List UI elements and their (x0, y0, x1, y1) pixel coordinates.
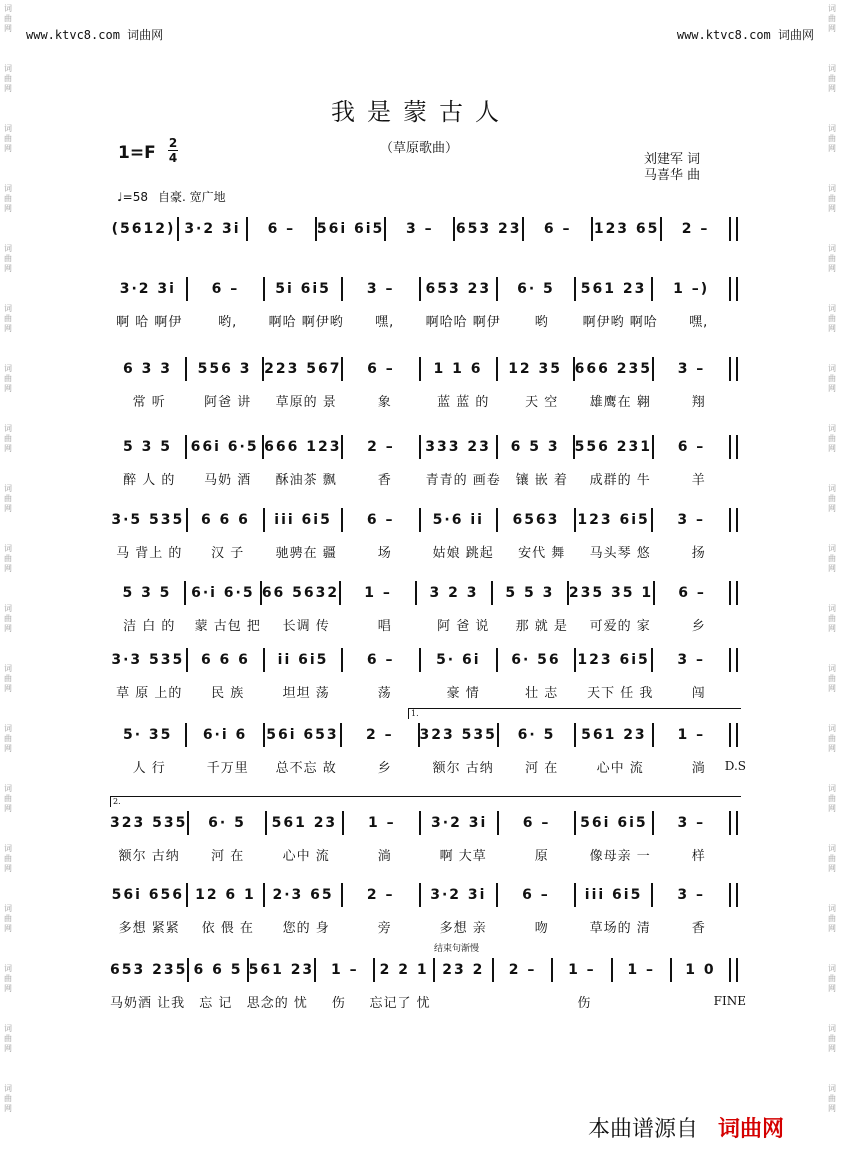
lyric-syllables: 马奶 酒 (204, 472, 252, 488)
volta-bracket: 2. (110, 796, 741, 807)
side-watermark-mark: 词曲网 (4, 1024, 12, 1053)
lyric-syllables: 样 (691, 848, 706, 864)
measure: 1 – (627, 962, 655, 978)
barline (729, 883, 738, 907)
measure: 3 – (677, 361, 706, 377)
lyrics-row (110, 681, 738, 701)
side-watermark-mark: 词曲网 (4, 244, 12, 273)
lyric-syllables: 像母亲 一 (589, 848, 651, 864)
measure: iii 6i5 (584, 887, 643, 903)
lyric-syllables: 哟, (218, 314, 238, 330)
genre-label: （草原歌曲） (380, 141, 459, 156)
lyric-syllables: 千万里 (206, 760, 249, 776)
measure: 556 231 (574, 439, 652, 455)
measure: 2 – (681, 221, 710, 237)
measure: 653 23 (425, 281, 492, 297)
side-watermark-mark: 词曲网 (4, 604, 12, 633)
measure: 6·i 6 (202, 727, 248, 743)
side-watermark-mark: 词曲网 (828, 364, 836, 393)
lyric-syllables: 成群的 牛 (589, 472, 651, 488)
lyric-syllables: 蓝 蓝 的 (437, 394, 490, 410)
lyric-syllables: 安代 舞 (518, 545, 566, 561)
lyric-syllables: 常 听 (132, 394, 166, 410)
measure: 1 –) (673, 281, 710, 297)
measure: 6 – (522, 815, 551, 831)
lyric-syllables: 镶 嵌 着 (515, 472, 568, 488)
measure: 123 6i5 (577, 652, 650, 668)
lyric-syllables: 吻 (534, 920, 549, 936)
score-system (110, 944, 746, 1011)
lyric-syllables: 额尔 古纳 (432, 760, 494, 776)
measure: 3 – (677, 512, 705, 528)
lyric-syllables: 啊伊哟 啊哈 (582, 314, 658, 330)
notation-row (110, 808, 738, 838)
measure: 2 – (367, 439, 395, 455)
barline (729, 958, 738, 982)
lyric-syllables: 哟 (534, 314, 549, 330)
left-watermark-strip (2, 0, 16, 1171)
measure: 56i 653 (266, 727, 339, 743)
notation-row (110, 354, 738, 384)
measure: 6 – (543, 221, 572, 237)
measure: 2 2 1 (379, 962, 429, 978)
side-watermark-mark: 词曲网 (828, 1024, 836, 1053)
measure: 23 2 (442, 962, 485, 978)
lyric-syllables: 忘记了 忧 (369, 995, 431, 1011)
measure: 6· 5 (517, 727, 556, 743)
lyric-syllables: 忘 记 (199, 995, 233, 1011)
composer-credit: 马喜华 曲 (644, 168, 701, 183)
tempo-marking (117, 188, 226, 205)
measure: 2 – (508, 962, 537, 978)
lyric-syllables: 河 在 (211, 848, 245, 864)
expression-text: 自豪. 宽广地 (157, 190, 226, 204)
measure: 1 0 (685, 962, 716, 978)
measure: 6 6 5 (193, 962, 243, 978)
side-watermark-mark: 词曲网 (828, 484, 836, 513)
score-system (110, 880, 738, 936)
measure: 5i 6i5 (275, 281, 331, 297)
score-system (110, 354, 738, 410)
side-watermark-mark: 词曲网 (828, 964, 836, 993)
score-system (110, 505, 738, 561)
measure: 12 6 1 (195, 887, 256, 903)
measure: 2 – (366, 887, 395, 903)
lyricist-credit: 刘建军 词 (644, 152, 701, 167)
side-watermark-mark: 词曲网 (4, 304, 12, 333)
barline (729, 581, 738, 605)
barline (729, 648, 738, 672)
lyric-syllables: 乡 (377, 760, 392, 776)
lyrics-row (110, 844, 738, 864)
measure: iii 6i5 (274, 512, 332, 528)
lyrics-row (110, 991, 746, 1011)
score-system (110, 797, 738, 864)
lyric-syllables: 羊 (691, 472, 706, 488)
measure: 6 6 6 (200, 652, 250, 668)
lyric-syllables: 天 空 (525, 394, 559, 410)
measure: 123 65 (593, 221, 660, 237)
notation-row (110, 955, 738, 985)
lyric-syllables: 河 在 (525, 760, 559, 776)
lyric-syllables: 淌 (377, 848, 392, 864)
lyric-syllables: 啊哈 啊伊哟 (268, 314, 344, 330)
song-title: 我是蒙古人 (331, 98, 511, 126)
side-watermark-mark: 词曲网 (4, 844, 12, 873)
lyric-syllables: 洁 白 的 (123, 618, 176, 634)
measure: 561 23 (581, 727, 647, 743)
lyrics-row (110, 390, 738, 410)
side-watermark-mark: 词曲网 (828, 664, 836, 693)
measure: 3 – (366, 281, 395, 297)
lyric-syllables: 啊 大草 (439, 848, 487, 864)
measure: 6 – (677, 439, 706, 455)
measure: 561 23 (271, 815, 338, 831)
measure: 3 2 3 (429, 585, 479, 601)
measure: 5 3 5 (123, 439, 173, 455)
measure: 66 5632 (261, 585, 340, 601)
lyric-syllables: 民 族 (211, 685, 245, 701)
measure: 666 235 (574, 361, 652, 377)
side-watermark-mark: 词曲网 (828, 64, 836, 93)
side-watermark-mark: 词曲网 (828, 1084, 836, 1113)
measure: 56i 6i5 (580, 815, 648, 831)
measure: 2·3 65 (272, 887, 334, 903)
measure: 3 – (405, 221, 434, 237)
side-watermark-mark: 词曲网 (828, 4, 836, 33)
measure: 5· 6i (436, 652, 481, 668)
lyric-syllables: 驰骋在 疆 (275, 545, 337, 561)
measure: 235 35 1 (568, 585, 654, 601)
measure: 323 535 (110, 815, 188, 831)
barline (729, 508, 738, 532)
measure: 3·2 3i (184, 221, 241, 237)
lyric-syllables: 坦坦 荡 (282, 685, 330, 701)
end-mark: FINE (713, 994, 746, 1008)
lyric-syllables: 长调 传 (282, 618, 330, 634)
measure: 3·3 535 (111, 652, 185, 668)
score-system (110, 214, 738, 244)
measure: 1 – (331, 962, 359, 978)
measure: 12 35 (508, 361, 563, 377)
lyric-syllables: 场 (377, 545, 392, 561)
lyric-syllables: 原 (534, 848, 549, 864)
side-watermark-mark: 词曲网 (828, 424, 836, 453)
notation-row (110, 880, 738, 910)
measure: 6· 56 (511, 652, 561, 668)
measure: 5·6 ii (432, 512, 484, 528)
measure: 653 23 (455, 221, 522, 237)
lyrics-row (110, 310, 738, 330)
lyric-syllables: 额尔 古纳 (118, 848, 180, 864)
side-watermark-mark: 词曲网 (4, 484, 12, 513)
measure: 123 6i5 (577, 512, 650, 528)
side-watermark-mark: 词曲网 (4, 904, 12, 933)
measure: 323 535 (419, 727, 497, 743)
measure: 6· 5 (517, 281, 555, 297)
lyric-syllables: 蒙 古包 把 (194, 618, 261, 634)
lyric-syllables: 人 行 (132, 760, 166, 776)
measure: 3 – (677, 652, 705, 668)
side-watermark-mark: 词曲网 (4, 4, 12, 33)
lyric-syllables: 醉 人 的 (123, 472, 176, 488)
lyrics-row (110, 916, 738, 936)
barline (729, 217, 738, 241)
measure: 5· 35 (122, 727, 173, 743)
measure: 6 – (522, 887, 550, 903)
lyric-syllables: 唱 (377, 618, 392, 634)
notation-row (110, 578, 738, 608)
measure: 3·2 3i (430, 887, 487, 903)
measure: 3·2 3i (119, 281, 176, 297)
lyric-syllables: 您的 身 (282, 920, 330, 936)
measure: 556 3 (197, 361, 252, 377)
lyric-syllables: 象 (377, 394, 392, 410)
lyric-syllables: 草原的 景 (275, 394, 337, 410)
lyric-syllables: 阿爸 讲 (204, 394, 252, 410)
lyric-syllables: 草场的 清 (589, 920, 651, 936)
measure: 6 – (267, 221, 296, 237)
lyric-syllables: 翔 (691, 394, 706, 410)
lyric-syllables: 酥油茶 飘 (275, 472, 337, 488)
side-watermark-mark: 词曲网 (828, 904, 836, 933)
measure: 6 – (366, 512, 395, 528)
side-watermark-mark: 词曲网 (4, 784, 12, 813)
tempo-value: ♩=58 (117, 190, 148, 204)
lyric-syllables: 扬 (691, 545, 706, 561)
measure: 561 23 (580, 281, 647, 297)
side-watermark-mark: 词曲网 (4, 544, 12, 573)
end-mark: D.S (724, 759, 746, 773)
side-watermark-mark: 词曲网 (828, 844, 836, 873)
measure: 66i 6·5 (190, 439, 259, 455)
notation-row (110, 274, 738, 304)
notation-row (110, 432, 738, 462)
side-watermark-mark: 词曲网 (828, 244, 836, 273)
lyric-syllables: 闯 (691, 685, 706, 701)
footer-source (588, 1112, 784, 1143)
measure: 56i 6i5 (316, 221, 385, 237)
lyric-syllables: 总不忘 故 (275, 760, 337, 776)
measure: 6 3 3 (123, 361, 173, 377)
measure: 6·i 6·5 (191, 585, 255, 601)
lyric-syllables: 啊 哈 啊伊 (116, 314, 183, 330)
measure: 333 23 (425, 439, 491, 455)
site-url-right[interactable]: www.ktvc8.com 词曲网 (676, 28, 814, 42)
measure: 666 123 (264, 439, 342, 455)
measure: 1 1 6 (433, 361, 483, 377)
side-watermark-mark: 词曲网 (828, 604, 836, 633)
lyric-syllables: 嘿, (689, 314, 709, 330)
barline (729, 811, 738, 835)
side-watermark-mark: 词曲网 (828, 724, 836, 753)
side-watermark-mark: 词曲网 (4, 124, 12, 153)
lyrics-row (110, 756, 746, 776)
time-signature-top: 2 (168, 136, 178, 150)
lyric-syllables: 嘿, (375, 314, 395, 330)
lyric-syllables: 可爱的 家 (589, 618, 651, 634)
lyrics-row (110, 614, 738, 634)
lyric-syllables: 啊哈哈 啊伊 (425, 314, 501, 330)
measure: 6 5 3 (510, 439, 560, 455)
side-watermark-mark: 词曲网 (4, 364, 12, 393)
notation-row (110, 720, 738, 750)
barline (729, 357, 738, 381)
time-signature (168, 137, 178, 164)
lyrics-row (110, 541, 738, 561)
lyric-syllables: 雄鹰在 翱 (589, 394, 651, 410)
lyric-syllables: 思念的 忧 (246, 995, 308, 1011)
measure: 3 – (677, 887, 705, 903)
measure: 561 23 (248, 962, 315, 978)
score-system (110, 274, 738, 330)
lyric-syllables: 心中 流 (596, 760, 644, 776)
barline (729, 435, 738, 459)
side-watermark-mark: 词曲网 (4, 664, 12, 693)
lyric-syllables: 青青的 画卷 (425, 472, 501, 488)
lyric-syllables: 姑娘 跳起 (432, 545, 494, 561)
barline (729, 723, 738, 747)
lyric-syllables: 马奶酒 让我 (110, 995, 186, 1011)
measure: 653 235 (110, 962, 188, 978)
measure: 3·2 3i (431, 815, 488, 831)
side-watermark-mark: 词曲网 (828, 184, 836, 213)
lyric-syllables: 荡 (377, 685, 392, 701)
lyric-syllables: 乡 (691, 618, 706, 634)
lyric-syllables: 马头琴 悠 (589, 545, 651, 561)
site-url-left[interactable]: www.ktvc8.com 词曲网 (26, 28, 164, 42)
lyric-syllables: 多想 紧紧 (118, 920, 180, 936)
measure: 56i 656 (111, 887, 184, 903)
ending-note: 结束句渐慢 (434, 944, 480, 954)
side-watermark-mark: 词曲网 (4, 424, 12, 453)
notation-row (110, 214, 738, 244)
measure: 3 – (677, 815, 706, 831)
lyric-syllables: 草 原 上的 (116, 685, 183, 701)
lyric-syllables: 心中 流 (282, 848, 330, 864)
side-watermark-mark: 词曲网 (4, 184, 12, 213)
measure: (5612) (111, 221, 176, 237)
side-watermark-mark: 词曲网 (828, 784, 836, 813)
lyric-syllables: 香 (377, 472, 392, 488)
lyric-syllables: 伤 (577, 995, 592, 1011)
time-signature-bottom: 4 (168, 151, 178, 165)
measure: 6 – (366, 652, 395, 668)
lyric-syllables: 旁 (377, 920, 392, 936)
score-system (110, 578, 738, 634)
side-watermark-mark: 词曲网 (4, 724, 12, 753)
measure: 3·5 535 (111, 512, 185, 528)
barline (729, 277, 738, 301)
measure: 5 3 5 (122, 585, 172, 601)
lyric-syllables: 香 (691, 920, 706, 936)
measure: ii 6i5 (277, 652, 329, 668)
key-signature: 1=F (118, 143, 156, 163)
lyric-syllables: 汉 子 (211, 545, 245, 561)
measure: 6 – (367, 361, 395, 377)
volta-bracket: 1. (408, 708, 741, 719)
side-watermark-mark: 词曲网 (828, 544, 836, 573)
score-system (110, 709, 746, 776)
measure: 1 – (364, 585, 392, 601)
measure: 1 – (367, 815, 396, 831)
measure: 6· 5 (208, 815, 246, 831)
measure: 1 – (568, 962, 596, 978)
source-label: 本曲谱源自 (588, 1117, 699, 1142)
measure: 6 – (678, 585, 706, 601)
right-watermark-strip (826, 0, 840, 1171)
lyrics-row (110, 468, 738, 488)
measure: 223 567 (264, 361, 342, 377)
measure: 6563 (512, 512, 560, 528)
lyric-syllables: 阿 爸 说 (437, 618, 490, 634)
lyric-syllables: 多想 亲 (439, 920, 487, 936)
measure: 1 – (677, 727, 706, 743)
lyric-syllables: 伤 (331, 995, 346, 1011)
lyric-syllables: 天下 任 我 (587, 685, 654, 701)
notation-row (110, 505, 738, 535)
lyric-syllables: 豪 情 (446, 685, 480, 701)
side-watermark-mark: 词曲网 (4, 964, 12, 993)
lyric-syllables: 壮 志 (525, 685, 559, 701)
side-watermark-mark: 词曲网 (828, 124, 836, 153)
side-watermark-mark: 词曲网 (4, 1084, 12, 1113)
side-watermark-mark: 词曲网 (828, 304, 836, 333)
measure: 5 5 3 (505, 585, 555, 601)
score-system (110, 432, 738, 488)
measure: 6 – (211, 281, 240, 297)
lyric-syllables: 马 背上 的 (116, 545, 183, 561)
lyric-syllables: 那 就 是 (515, 618, 568, 634)
side-watermark-mark: 词曲网 (4, 64, 12, 93)
score-system (110, 645, 738, 701)
notation-row (110, 645, 738, 675)
measure: 6 6 6 (200, 512, 250, 528)
lyric-syllables: 依 偎 在 (201, 920, 254, 936)
measure: 2 – (366, 727, 394, 743)
lyric-syllables: 淌 (691, 760, 706, 776)
brand-logo-text[interactable]: 词曲网 (718, 1117, 785, 1142)
